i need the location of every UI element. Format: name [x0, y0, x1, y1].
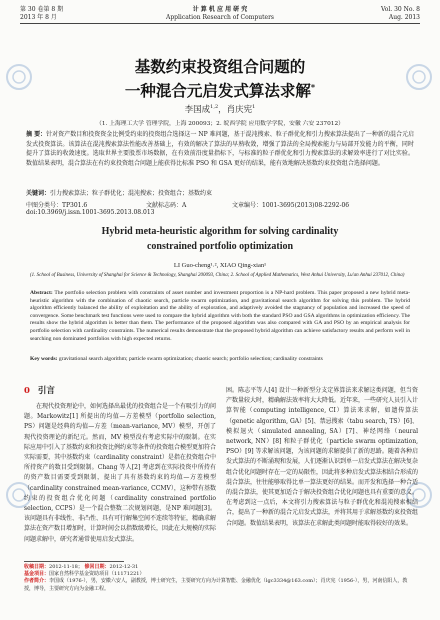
- abstract-en-label: Abstract:: [30, 290, 53, 296]
- revised-label: 修回日期：: [84, 564, 110, 570]
- paper-title-cn: [30, 56, 410, 101]
- authors-en: LI Guo-cheng¹˒², XIAO Qing-xian¹: [173, 262, 267, 269]
- keywords-text: 引力搜索算法；粒子群优化；混沌搜索；投资组合；基数约束: [50, 190, 213, 197]
- running-header: [20, 6, 420, 24]
- fund-label: 基金项目：: [24, 571, 50, 578]
- body-text-right: 困。陈志平等人[4] 设计一种新型分支定界算法来求解这类问题，但当资产数量较大时，精确解法效率将大大降低。近年来，一些研究人员引入计算智能（computing intelligence, CI）算法来求解，如遗传算法（genetic algorithm, GA）[5]、禁忌搜索（tabu search, TS）[6]、模拟退火（simulated annealing, SA）[7]、神经网络（neural network, NN）[8] 和粒子群优化（particle swarm optimization, PSO）[9] 等求解该问题，为该问题的求解提供了新的思路。随着各种启发式算法的不断涌现和发展，人们逐渐认识到单一启发式算法在解决复杂组合优化问题时存在一定的局限性，因此将多种启发式算法相结合形成的混合算法，往往能够取得比单一算法更好的结果。而开发和选择一种合适的混合算法，使其更加适合于解决投资组合优化问题也具有重要的意义。在考虑到这一点后，本文将引力搜索算法与粒子群优化和混沌搜索相结合，提出了一种新的混合元启发式算法，并将其用于求解基数约束投资组合问题。数值结果表明，该算法在求解此类问题时能取得较好的效果。: [226, 387, 418, 527]
- paper-title-en: Hybrid meta-heuristic algorithm for solving cardinality constrained portfolio optimization: [101, 226, 339, 252]
- author-1: 李国成: [184, 105, 211, 115]
- affiliation-en: (1. School of Business, University of Shanghai for Science & Technology, Shanghai 200093, China; 2. School of Applied Mathematics, West Anhui University, Lu'an Anhui 237012, China): [30, 273, 405, 278]
- keywords-label: 关键词：: [26, 190, 51, 197]
- issue-en: Vol. 30 No. 8 Aug. 2013: [380, 6, 420, 21]
- keywords-en: [30, 356, 410, 364]
- body-column-right: [226, 386, 418, 556]
- classification-line: [26, 200, 414, 208]
- title-footnote-mark: *: [310, 82, 316, 92]
- keywords-en-label: Key words:: [30, 356, 58, 362]
- abstract-cn: [26, 130, 414, 168]
- section-title: 引言: [37, 386, 55, 396]
- affiliation-cn: （1. 上海理工大学 管理学院，上海 200093；2. 皖西学院 应用数学学院，安徽 六安 237012）: [96, 121, 344, 127]
- abstract-en: [30, 290, 410, 343]
- doi-line: doi:10.3969/j.issn.1001-3695.2013.08.013: [26, 209, 155, 216]
- body-column-left: [24, 386, 216, 554]
- footnote-rule: [24, 561, 124, 562]
- footnote-bio: [24, 578, 416, 592]
- abstract-en-text: The portfolio selection problem with constraints of asset number and investment proportion is a NP-hard problem. This paper proposed a new hybrid meta-heuristic algorithm with the combination of chaotic search, particle swarm optimization, and gravitational search algorithm for solving this problem. The hybrid algorithm efficiently balanced the ability of exploitation and the ability of exploration, and adaptively avoided the stagnancy of population and increased the speed of convergence. Some benchmark test functions were used to compare the hybrid algorithm with both the standard PSO and GSA algorithms in optimization efficiency. The results show the hybrid algorithm is better than them. The performance of the proposed algorithm was also compared with GA and PSO by an empirical analysis for portfolio selection with cardinality constraints. The numerical results demonstrate that the proposed hybrid algorithm can achieve satisfactory results and perform well in searching non dominated portfolios with high expected returns.: [30, 290, 410, 342]
- received-label: 收稿日期：: [24, 564, 50, 570]
- title-cn-text: 基数约束投资组合问题的 一种混合元启发式算法求解: [124, 57, 311, 101]
- keywords-cn: [26, 190, 414, 198]
- footnote: [24, 564, 416, 593]
- keywords-en-text: gravitational search algorithm; particle swarm optimization; chaotic search; portfolio selection; cardinality constraints: [58, 356, 323, 362]
- section-heading: [24, 386, 216, 397]
- body-text-left: 在现代投资理论中，如何选择出最优的投资组合是一个有吸引力的问题。Markowitz[1] 所提出的均值—方差模型（portfolio selection, PS）问题是经典的均值—方差（mean-variance, MV）模型，开创了现代投资理论的新纪元。然而，MV 模型没有考虑实际中的限制。在实际应用中引入了基数约束和投资比例约束等条件的投资组合模型更加符合实际需要，其中基数约束（cardinality constraint）是指在投资组合中所持资产的数目受到限制。Chang 等人[2] 考虑到在实际投资中所持有的资产数目需要受到限制，提出了具有基数约束的均值—方差模型（cardinality constrained mean-variance, CCMV），这种带有基数约束的投资组合优化问题（cardinality constrained portfolio selection, CCPS）是一个混合整数二次规划问题，是NP 难问题[3]。该问题具有非线性、非凸性、具有可行解集空间不连续等特征，精确求解算法在资产数目增加时，计算时间会以指数级增长，因此在大规模的实际问题求解中，研究者通常使用启发式算法。: [24, 403, 216, 543]
- clc-number: 中图分类号：TP301.6: [26, 202, 88, 209]
- issue-cn: 第 30 卷第 8 期 2013 年 8 月: [20, 6, 64, 21]
- author-2-affil: 1: [252, 104, 256, 111]
- author-2: ，肖庆宪: [218, 105, 253, 115]
- author-1-affil: 1,2: [210, 104, 219, 111]
- section-number: 0: [24, 386, 30, 396]
- bio-label: 作者简介：: [24, 578, 50, 585]
- doc-code: 文献标志码：A: [146, 202, 187, 209]
- revised-date: 2012-12-31: [109, 564, 139, 570]
- journal-cn: 计 算 机 应 用 研 究: [192, 6, 248, 13]
- article-number: 文章编号：1001-3695(2013)08-2292-06: [232, 202, 350, 209]
- received-date: 2012-11-18；: [49, 564, 83, 570]
- header-rule: [20, 23, 420, 24]
- bio-text: 李国成（1976-），男，安徽六安人，副教授，博士研究生，主要研究方向为计算智能、金融优化（lgc3334@163.com）；肖庆宪（1956-），男，河南信阳人，教授，博导，主要研究方向为金融工程。: [24, 578, 408, 592]
- abstract-label: 摘 要：: [26, 131, 47, 138]
- journal-en: Application Research of Computers: [165, 14, 275, 21]
- abstract-text: 针对资产数目和投资资金比例受约束的投资组合选择这一 NP 难问题，基于混沌搜索、粒子群优化和引力搜索算法提出了一种新的混合元启发式投资算法。该算法在混沌搜索算法性能改善基础上，有效的解决了算法的早熟收敛，增强了算法的全局搜索能力与局部开发能力的平衡，同时提升了算法的收敛速度。选取世界主要股票市场数据，在有效前沿度量指标下，与标准的粒子群优化和引力搜索算法的求解效率进行了对比实验。数值结果表明，混合算法在有约束投资组合问题上能获得比标准 PSO 和 GSA 更好的结果，能有效地解决基数约束投资组合选择问题。: [26, 131, 414, 167]
- fund-text: 国家自然科学基金资助项目（11171221）: [49, 571, 145, 578]
- journal-title: [20, 6, 420, 22]
- authors-cn: [20, 103, 420, 115]
